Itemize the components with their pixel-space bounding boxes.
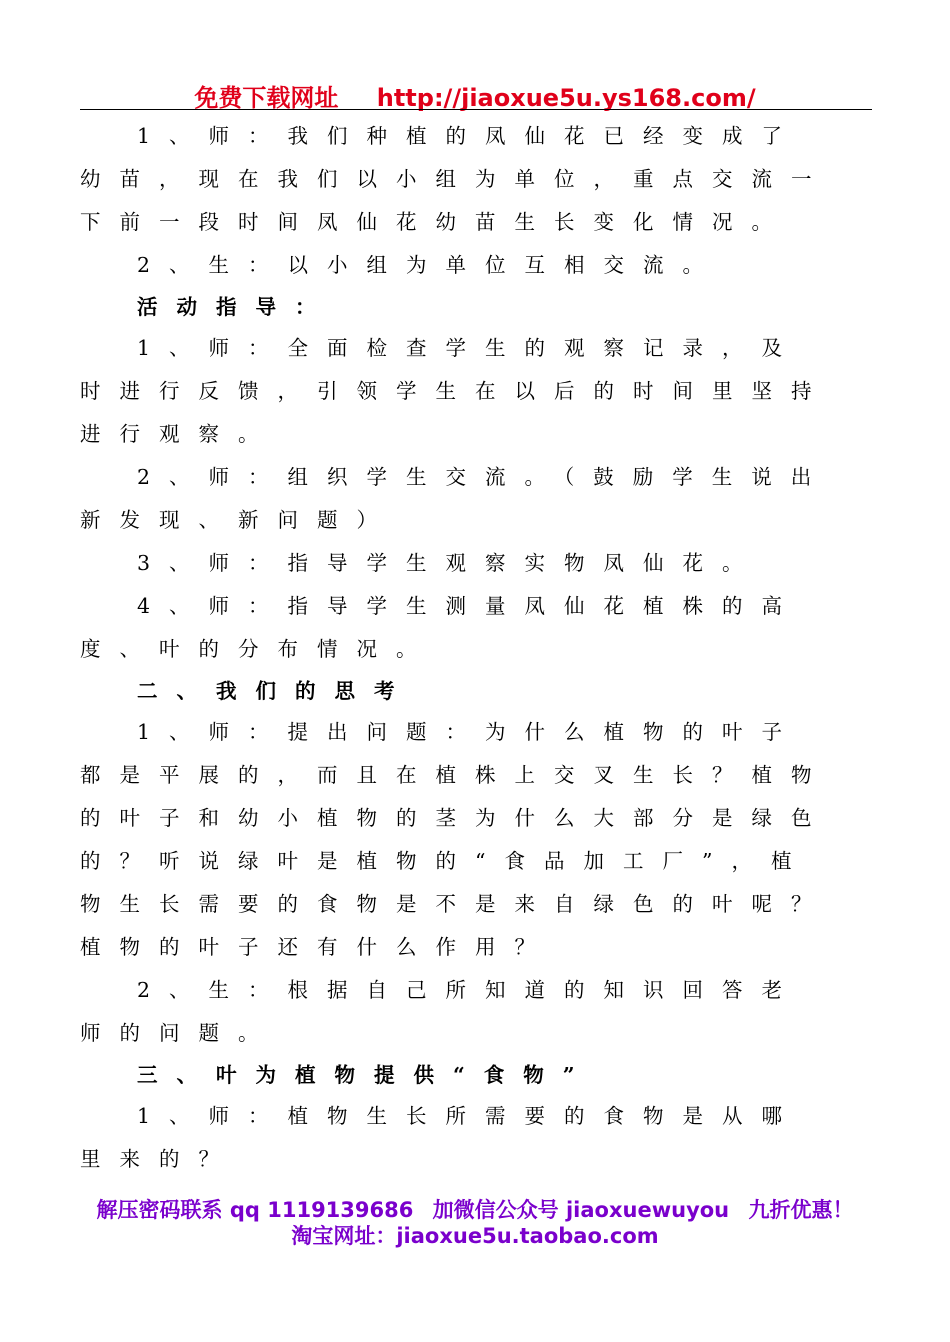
paragraph-9: 1、师：植物生长所需要的食物是从哪里来的？ (80, 1104, 802, 1171)
download-label: 免费下载网址 (194, 84, 339, 112)
paragraph-5: 3、师：指导学生观察实物凤仙花。 (137, 551, 762, 575)
paragraph-4: 2、师：组织学生交流。（鼓励学生说出新发现、新问题） (80, 465, 831, 532)
section-heading-leaf-food: 三、叶为植物提供“食物” (137, 1063, 594, 1087)
contact-footer (0, 1197, 950, 1249)
download-header (0, 78, 950, 113)
paragraph-6: 4、师：指导学生测量凤仙花植株的高度、叶的分布情况。 (80, 594, 802, 661)
paragraph-1: 1、师：我们种植的凤仙花已经变成了幼苗，现在我们以小组为单位，重点交流一下前一段时间凤仙花幼苗生长变化情况。 (80, 124, 831, 234)
paragraph-8: 2、生：根据自己所知道的知识回答老师的问题。 (80, 978, 802, 1045)
paragraph-7: 1、师：提出问题：为什么植物的叶子都是平展的，而且在植株上交叉生长？植物的叶子和幼小植物的茎为什么大部分是绿色的？听说绿叶是植物的“食品加工厂”，植物生长需要的食物是不是来自绿色的叶呢？植物的叶子还有什么作用？ (80, 720, 831, 959)
footer-password-contact: 解压密码联系 qq 1119139686 (96, 1198, 414, 1222)
download-url-link[interactable]: http://jiaoxue5u.ys168.com/ (376, 84, 756, 112)
footer-line-2 (0, 1223, 950, 1249)
header-divider (80, 109, 872, 110)
footer-discount: 九折优惠！ (748, 1198, 854, 1222)
footer-line-1 (0, 1197, 950, 1223)
paragraph-2: 2、生：以小组为单位互相交流。 (137, 253, 723, 277)
footer-taobao-link[interactable]: 淘宝网址：jiaoxue5u.taobao.com (291, 1224, 659, 1248)
section-heading-our-thinking: 二、我们的思考 (137, 679, 414, 703)
footer-wechat: 加微信公众号 jiaoxuewuyou (432, 1198, 730, 1222)
section-heading-activity-guide: 活动指导： (137, 295, 335, 319)
document-body (80, 115, 840, 1181)
paragraph-3: 1、师：全面检查学生的观察记录，及时进行反馈，引领学生在以后的时间里坚持进行观察。 (80, 336, 831, 446)
